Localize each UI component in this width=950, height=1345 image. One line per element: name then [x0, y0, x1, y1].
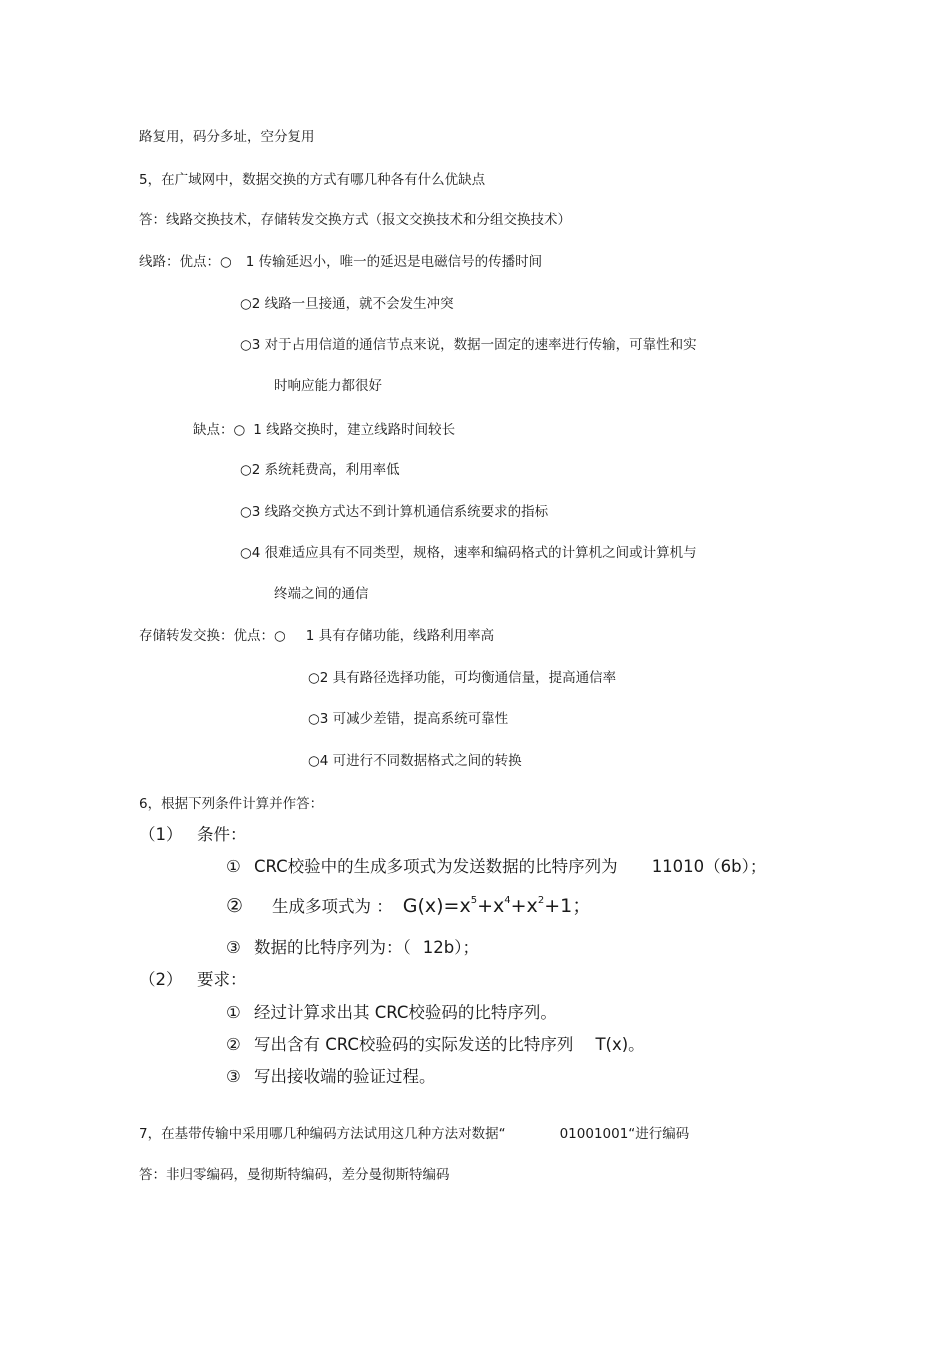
- circuit-disadvantage-2: ○2 系统耗费高，利用率低: [240, 462, 400, 478]
- circuit-advantage-3-cont: 时响应能力都很好: [274, 378, 382, 394]
- conditions-heading: [139, 824, 247, 846]
- condition-2-text: 生成多项式为 ：: [272, 897, 393, 916]
- circuit-disadvantages-line-1: [193, 421, 455, 439]
- exponent-4: 4: [504, 894, 511, 906]
- circuit-advantage-3: ○3 对于占用信道的通信节点来说，数据一固定的速率进行传输，可靠性和实: [240, 337, 697, 353]
- requirement-2-value: T(x)。: [595, 1035, 645, 1054]
- circuit-disadvantage-1: 1 线路交换时，建立线路时间较长: [253, 422, 456, 438]
- requirements-label: 要求：: [197, 970, 247, 989]
- circuit-advantages-line-1: [139, 253, 542, 271]
- condition-2-number: ②: [226, 895, 244, 917]
- polynomial-g: G(x)=x: [402, 895, 471, 917]
- store-forward-prefix: 存储转发交换：优点：○: [139, 628, 286, 644]
- circuit-disadvantage-3: ○3 线路交换方式达不到计算机通信系统要求的指标: [240, 504, 549, 520]
- condition-2: [226, 893, 591, 920]
- exponent-5: 5: [470, 894, 478, 906]
- condition-3-number: ③: [226, 938, 241, 957]
- answer-5: 答：线路交换技术，存储转发交换方式（报文交换技术和分组交换技术）: [139, 212, 571, 228]
- store-forward-line-1: [139, 627, 494, 645]
- circuit-disadvantage-4-cont: 终端之间的通信: [274, 586, 369, 602]
- requirement-3-number: ③: [226, 1067, 241, 1086]
- answer-7: 答：非归零编码，曼彻斯特编码，差分曼彻斯特编码: [139, 1167, 450, 1183]
- circuit-disadvantage-4: ○4 很难适应具有不同类型，规格，速率和编码格式的计算机之间或计算机与: [240, 545, 697, 561]
- requirement-2: [226, 1034, 645, 1056]
- condition-3: [226, 937, 479, 959]
- condition-1: [226, 856, 766, 878]
- requirement-1-text: 经过计算求出其 CRC校验码的比特序列。: [254, 1003, 557, 1022]
- polynomial-term-4: +1；: [544, 895, 592, 917]
- store-forward-advantage-4: ○4 可进行不同数据格式之间的转换: [308, 753, 522, 769]
- question-6: 6，根据下列条件计算并作答：: [139, 796, 324, 812]
- store-forward-advantage-2: ○2 具有路径选择功能，可均衡通信量，提高通信率: [308, 670, 617, 686]
- store-forward-advantage-3: ○3 可减少差错，提高系统可靠性: [308, 711, 509, 727]
- condition-1-number: ①: [226, 857, 241, 876]
- condition-3-text: 数据的比特序列为：（: [254, 938, 411, 957]
- circuit-advantages-prefix: 线路：优点：○: [139, 254, 232, 270]
- polynomial-term-3: +x: [510, 895, 538, 917]
- conditions-label: 条件：: [197, 825, 247, 844]
- conditions-number: （1）: [139, 825, 183, 844]
- requirement-1-number: ①: [226, 1003, 241, 1022]
- condition-1-value: 11010（6b）；: [651, 857, 767, 876]
- requirement-2-number: ②: [226, 1035, 241, 1054]
- circuit-disadvantages-prefix: 缺点：○: [193, 422, 246, 438]
- polynomial-term-2: +x: [477, 895, 505, 917]
- question-7: [139, 1125, 689, 1143]
- condition-3-value: 12b）；: [422, 938, 479, 957]
- exponent-2: 2: [537, 894, 545, 906]
- requirement-3-text: 写出接收端的验证过程。: [254, 1067, 436, 1086]
- requirements-heading: [139, 969, 247, 991]
- circuit-advantage-1: 1 传输延迟小，唯一的延迟是电磁信号的传播时间: [245, 254, 543, 270]
- requirement-1: [226, 1002, 557, 1024]
- text-line: 路复用，码分多址，空分复用: [139, 129, 315, 145]
- circuit-advantage-2: ○2 线路一旦接通，就不会发生冲突: [240, 296, 454, 312]
- question-7-text: 7，在基带传输中采用哪几种编码方法试用这几种方法对数据“: [139, 1126, 506, 1142]
- requirement-3: [226, 1066, 436, 1088]
- requirement-2-text: 写出含有 CRC校验码的实际发送的比特序列: [254, 1035, 574, 1054]
- question-5: 5，在广域网中，数据交换的方式有哪几种各有什么优缺点: [139, 172, 486, 188]
- requirements-number: （2）: [139, 970, 183, 989]
- condition-1-text: CRC校验中的生成多项式为发送数据的比特序列为: [254, 857, 618, 876]
- store-forward-advantage-1: 1 具有存储功能，线路利用率高: [305, 628, 495, 644]
- question-7-data: 01001001“进行编码: [559, 1126, 690, 1142]
